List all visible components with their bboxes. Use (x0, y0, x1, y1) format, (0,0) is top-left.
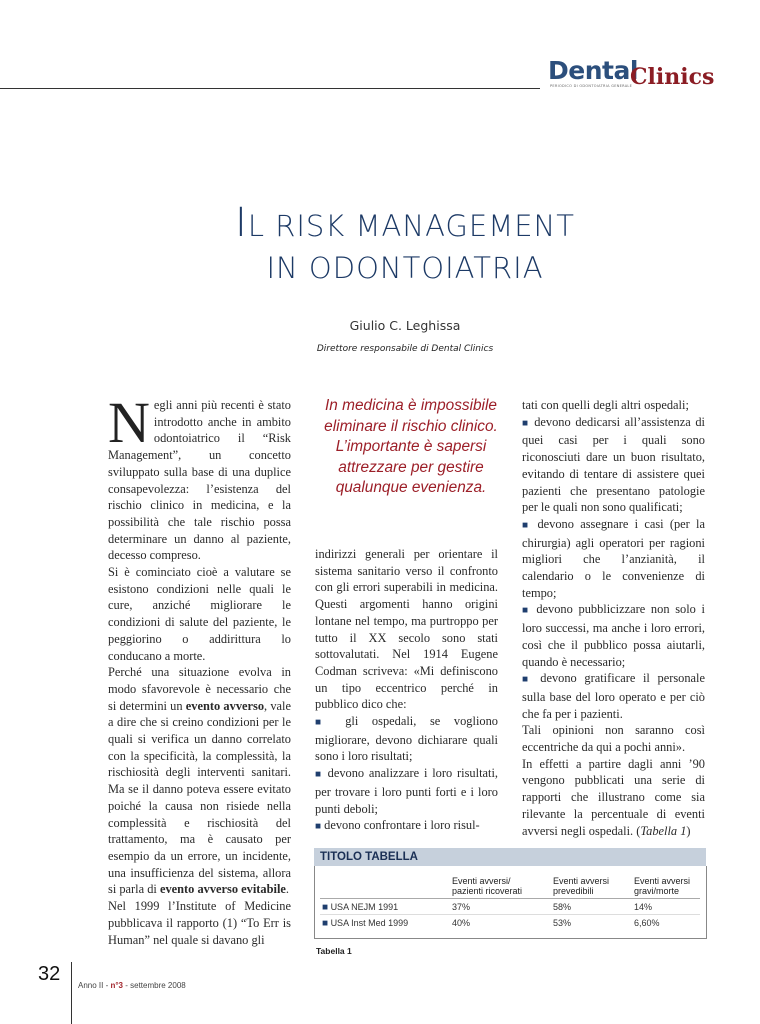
logo-clinics: Clinics (630, 64, 715, 90)
bullet-icon: ■ (522, 519, 532, 531)
col3-bullet-1 (522, 414, 705, 516)
article-title-line2: IN ODONTOIATRIA (266, 251, 544, 285)
footer-date: - settembre 2008 (123, 981, 186, 990)
table-row-1-c1: 37% (452, 902, 471, 912)
table-row-2-c1: 40% (452, 918, 471, 928)
col3-paragraph-2: Tali opinioni non saranno così eccentriche da qui a pochi anni». (522, 723, 705, 755)
row-2-label-text: USA Inst Med 1999 (330, 918, 409, 928)
logo-tagline: PERIODICO DI ODONTOIATRIA GENERALE (550, 84, 633, 88)
table-row-1-c3: 14% (634, 902, 653, 912)
author-role: Direttore responsabile di Dental Clinics (316, 344, 494, 354)
col2-bullet-3 (315, 817, 498, 836)
paragraph-3 (108, 664, 291, 898)
paragraph-2: Si è cominciato cioè a valutare se esistono condizioni nelle quali le cure, anziché migliorare le condizioni di salute del paziente, le peggiorino o addirittura lo conducano a morte. (108, 565, 291, 663)
author-name: Giulio C. Leghissa (349, 318, 461, 333)
p3-bold-evento-avverso: evento avverso (185, 698, 265, 713)
pull-quote: In medicina è impossibile eliminare il rischio clinico. L’importante è sapersi attrezzare per gestire qualunque evenienza. (324, 397, 498, 496)
p3-bold-evitabile: evento avverso evitabile (159, 882, 286, 897)
p3-text-c: , vale a dire che si creino condizioni per le quali si verifica un danno correlato con la specificità, la complessità, la rischiosità degli interventi sanitari. Ma se il danno poteva essere evitato poiché la causa non risiede nella complessità e rischiosità del trattamento, ma è causato per esempio da un errore, un incidente, una insufficienza del sistema, allora si parla di (108, 698, 291, 897)
article-title-line1 (0, 200, 760, 246)
footer-issue-number: n°3 (110, 981, 124, 990)
col3-bullet-4-text: devono gratificare il personale sulla base del loro operato e per ciò che fa per i pazienti. (522, 671, 705, 721)
col3-bullet-2-text: devono assegnare i casi (per la chirurgia) agli operatori per ragioni migliori che l’anzianità, il calendario o le convenienze di tempo; (522, 516, 705, 600)
table-caption: Tabella 1 (316, 946, 352, 956)
header-rule (0, 88, 540, 89)
table-row-1-c2: 58% (553, 902, 572, 912)
col2-bullet-1 (315, 713, 498, 765)
page-number: 32 (38, 963, 61, 985)
logo-dental: Dental (548, 56, 638, 85)
table-header-2: Eventi avversi prevedibili (553, 876, 610, 896)
col2-bullet-1-text: gli ospedali, se vogliono migliorare, devono dichiarare quali sono i loro risultati; (315, 714, 498, 764)
paragraph-intro-text: egli anni più recenti è stato introdotto anche in ambito odontoiatrico il “Risk Management”, un concetto sviluppato sulla base di una duplice consapevolezza: l’esistenza del rischio clinico in medicina, e la possibilità che tale rischio possa determinare un danno al paziente, decesso compreso. (108, 398, 291, 563)
p3-text-a: Perché una situazione evolva in modo sfavorevole è necessario che si determini un (108, 665, 291, 713)
table-row-2-label (322, 918, 408, 929)
col3-bullet-4 (522, 670, 705, 722)
p3-text-e: . (285, 882, 290, 897)
col2-paragraph: indirizzi generali per orientare il sistema sanitario verso il confronto con gli errori superabili in medicina. Questi argomenti hanno origini lontane nel tempo, ma purtroppo per tutto il XX secolo sono stati sottovalutati. Nel 1914 Eugene Codman scriveva: «Mi definiscono un tipo eccentrico perché in pubblico dico che: (315, 547, 498, 712)
col3-bullet-3 (522, 601, 705, 670)
column-1 (108, 390, 291, 948)
table-row-2-c2: 53% (553, 918, 572, 928)
table-title: TITOLO TABELLA (320, 851, 418, 863)
col2-bullet-3-text: devono confrontare i loro risul- (324, 818, 480, 833)
row-1-label-text: USA NEJM 1991 (330, 902, 399, 912)
bullet-icon: ■ (315, 717, 332, 729)
table-header-3: Eventi avversi gravi/morte (634, 876, 691, 896)
title-line1-rest: L RISK MANAGEMENT (247, 209, 575, 243)
bullet-icon: ■ (522, 674, 533, 686)
bullet-icon: ■ (522, 417, 530, 429)
col2-bullet-2-text: devono analizzare i loro risultati, per trovare i loro punti forti e i loro punti deboli; (315, 766, 498, 816)
table-header-1: Eventi avversi/ pazienti ricoverati (452, 876, 523, 896)
table-row-1-label (322, 902, 398, 913)
table-row-2-c3: 6,60% (634, 918, 660, 928)
table-title-bar (314, 848, 706, 866)
bullet-icon: ■ (315, 769, 323, 781)
paragraph-intro (108, 390, 291, 564)
col3-p3-text: In effetti a partire dagli anni ’90 vengono pubblicati una serie di rapporti che illustrano come sia rilevante la percentuale di eventi avversi negli ospedali. ( (522, 756, 705, 838)
bullet-icon: ■ (522, 605, 531, 617)
title-initial: I (235, 200, 248, 246)
paragraph-4: Nel 1999 l’Institute of Medicine pubblicava il rapporto (1) “To Err is Human” nel quale si davano gli (108, 899, 291, 947)
col2-bullet-2 (315, 765, 498, 817)
col3-paragraph-3 (522, 756, 705, 840)
drop-cap: N (108, 390, 150, 455)
table-row-divider (320, 914, 700, 915)
bullet-icon: ■ (315, 821, 322, 833)
col3-bullet-2 (522, 516, 705, 602)
footer-issue (78, 981, 186, 990)
column-2 (315, 546, 498, 836)
column-3 (522, 397, 705, 839)
footer-pre: Anno II - (78, 981, 111, 990)
table-reference: Tabella 1 (640, 823, 687, 838)
col3-p3-end: ) (686, 823, 691, 838)
bullet-icon: ■ (322, 918, 329, 929)
table-divider (320, 898, 700, 899)
col3-paragraph-1: tati con quelli degli altri ospedali; (522, 398, 689, 412)
footer-vertical-rule (71, 962, 72, 1024)
col3-bullet-3-text: devono pubblicizzare non solo i loro successi, ma anche i loro errori, così che il pubblico possa aiutarli, quando è necessario; (522, 602, 705, 669)
dental-clinics-logo (548, 56, 718, 96)
col3-bullet-1-text: devono dedicarsi all’assistenza di quei casi per i quali sono riconosciuti dare un buon risultato, evitando di tentare di assistere quei pazienti che presentano patologie per le quali non sono qualificati; (522, 414, 705, 515)
bullet-icon: ■ (322, 902, 329, 913)
